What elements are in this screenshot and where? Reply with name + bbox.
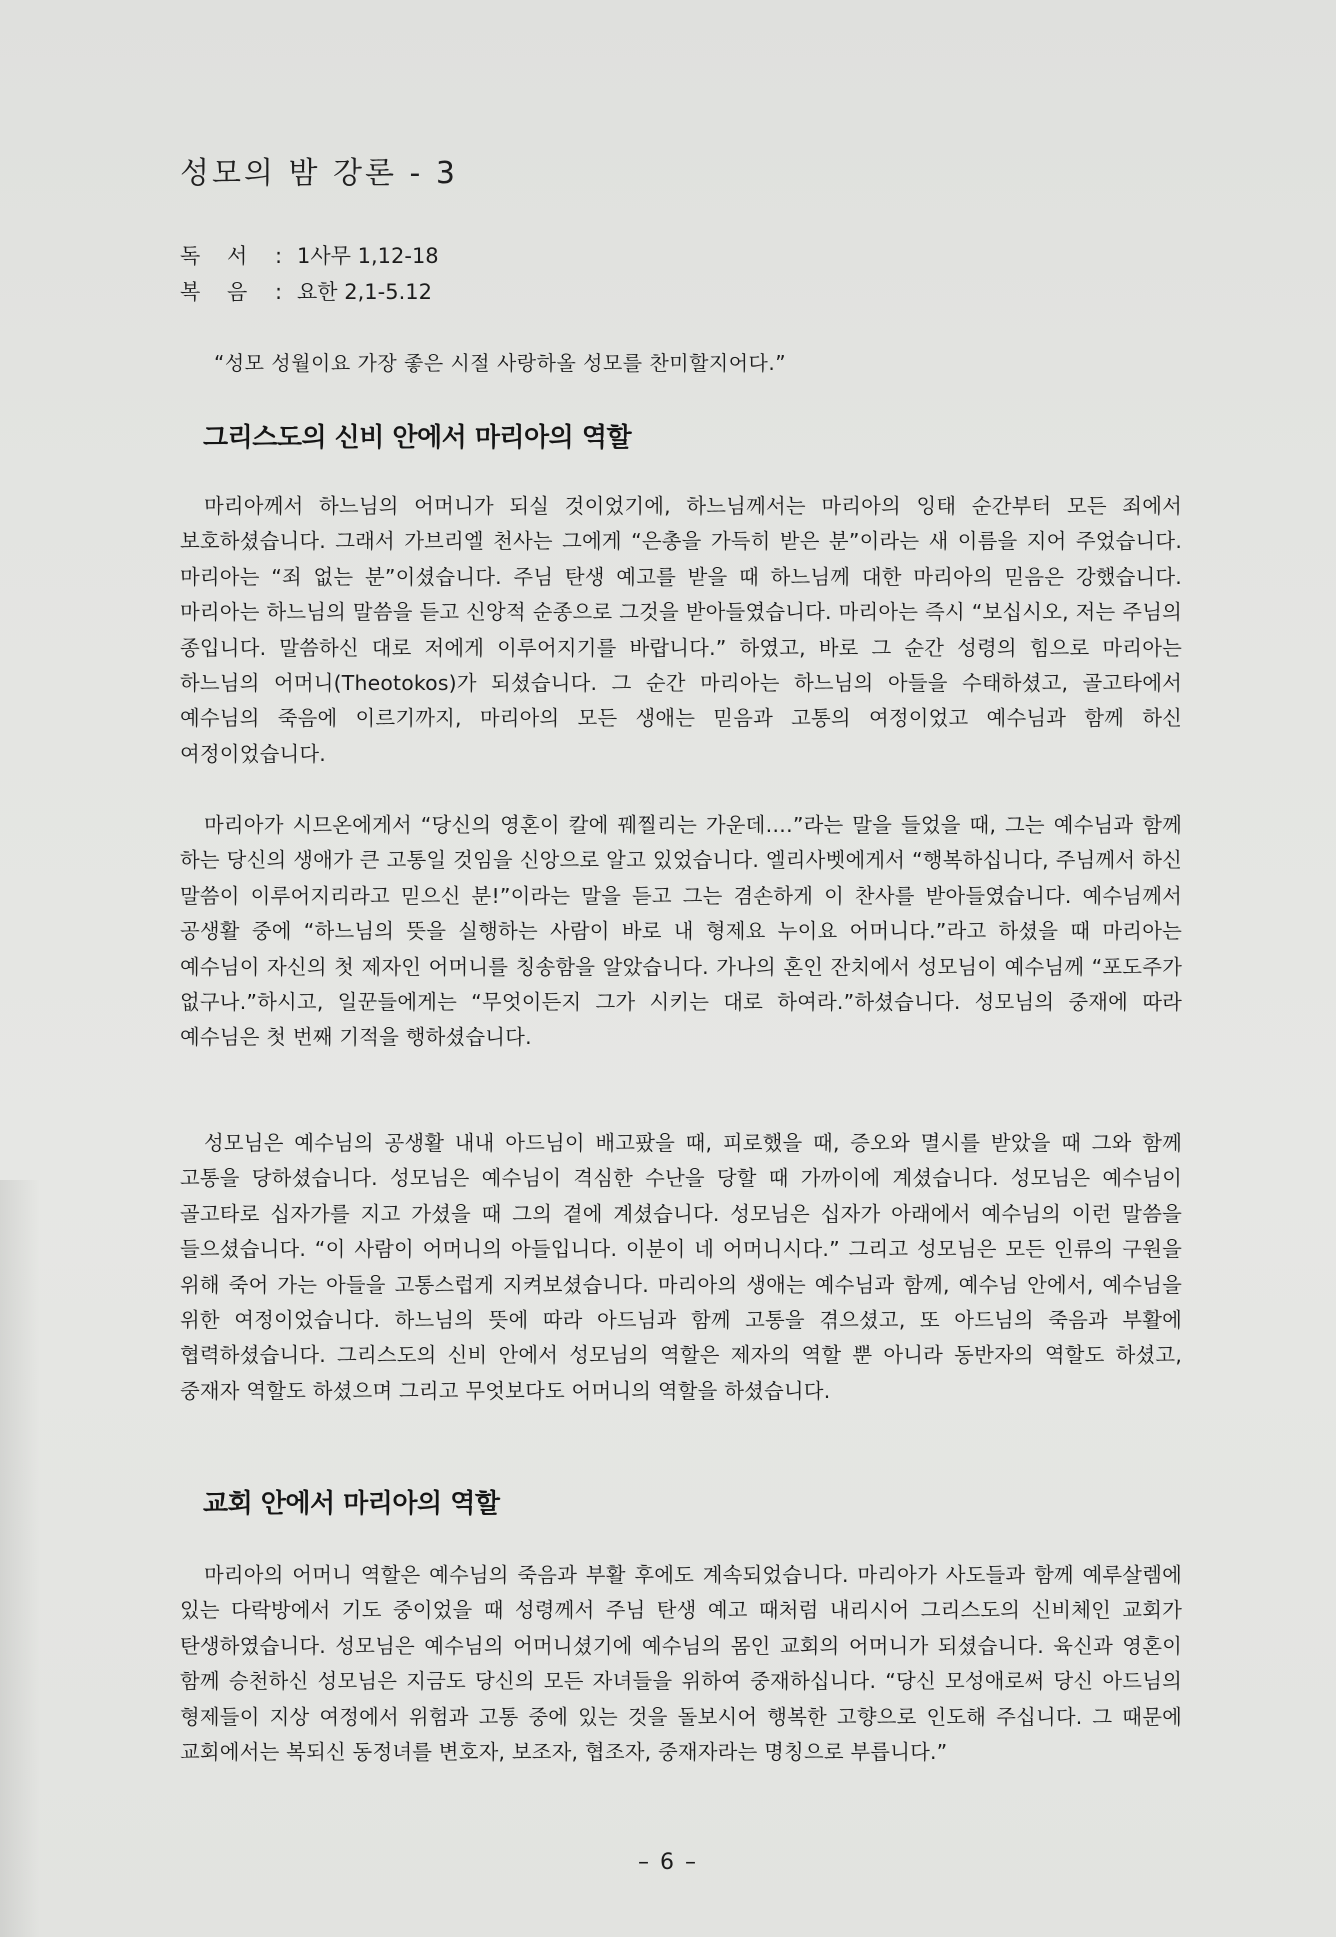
section-heading: 그리스도의 신비 안에서 마리아의 역할 [203,423,632,453]
reading-value: 1사무 1,12-18 [297,244,439,268]
section-heading: 교회 안에서 마리아의 역할 [203,1489,500,1519]
reading-value: 요한 2,1-5.12 [297,280,432,304]
page-title: 성모의 밤 강론 - 3 [180,156,458,191]
reading-label: 독 서 [180,244,248,268]
opening-quote: “성모 성월이요 가장 좋은 시절 사랑하올 성모를 찬미할지어다.” [214,351,787,375]
page-number: – 6 – [638,1850,698,1875]
readings-block [180,238,439,310]
reading-first [180,238,439,274]
page-shadow [0,1180,40,1937]
reading-label: 복 음 [180,280,248,304]
reading-separator: : [275,244,283,268]
reading-gospel [180,274,439,310]
paragraph: 마리아가 시므온에게서 “당신의 영혼이 칼에 꿰찔리는 가운데….”라는 말을 들었을 때, 그는 예수님과 함께 하는 당신의 생애가 큰 고통일 것임을 신앙으로 알고 있었습니다. 엘리사벳에게서 “행복하십니다, 주님께서 하신 말씀이 이루어지리라고 믿으신 분!”이라는 말을 듣고 그는 겸손하게 이 찬사를 받아들였습니다. 예수님께서 공생활 중에 “하느님의 뜻을 실행하는 사람이 바로 내 형제요 누이요 어머니다.”라고 하셨을 때 마리아는 예수님이 자신의 첫 제자인 어머니를 칭송함을 알았습니다. 가나의 혼인 잔치에서 성모님이 예수님께 “포도주가 없구나.”하시고, 일꾼들에게는 “무엇이든지 그가 시키는 대로 하여라.”하셨습니다. 성모님의 중재에 따라 예수님은 첫 번째 기적을 행하셨습니다. [180,813,1182,1050]
reading-separator: : [275,280,283,304]
paragraph: 마리아의 어머니 역할은 예수님의 죽음과 부활 후에도 계속되었습니다. 마리아가 사도들과 함께 예루살렘에 있는 다락방에서 기도 중이었을 때 성령께서 주님 탄생 예고 때처럼 내리시어 그리스도의 신비체인 교회가 탄생하였습니다. 성모님은 예수님의 어머니셨기에 예수님의 몸인 교회의 어머니가 되셨습니다. 육신과 영혼이 함께 승천하신 성모님은 지금도 당신의 모든 자녀들을 위하여 중재하십니다. “당신 모성애로써 당신 아드님의 형제들이 지상 여정에서 위험과 고통 중에 있는 것을 돌보시어 행복한 고향으로 인도해 주십니다. 그 때문에 교회에서는 복되신 동정녀를 변호자, 보조자, 협조자, 중재자라는 명칭으로 부릅니다.” [180,1563,1182,1765]
paragraph: 성모님은 예수님의 공생활 내내 아드님이 배고팠을 때, 피로했을 때, 증오와 멸시를 받았을 때 그와 함께 고통을 당하셨습니다. 성모님은 예수님이 격심한 수난을 당할 때 가까이에 계셨습니다. 성모님은 예수님이 골고타로 십자가를 지고 가셨을 때 그의 곁에 계셨습니다. 성모님은 십자가 아래에서 예수님의 이런 말씀을 들으셨습니다. “이 사람이 어머니의 아들입니다. 이분이 네 어머니시다.” 그리고 성모님은 모든 인류의 구원을 위해 죽어 가는 아들을 고통스럽게 지켜보셨습니다. 마리아의 생애는 예수님과 함께, 예수님 안에서, 예수님을 위한 여정이었습니다. 하느님의 뜻에 따라 아드님과 함께 고통을 겪으셨고, 또 아드님의 죽음과 부활에 협력하셨습니다. 그리스도의 신비 안에서 성모님의 역할은 제자의 역할 뿐 아니라 동반자의 역할도 하셨고, 중재자 역할도 하셨으며 그리고 무엇보다도 어머니의 역할을 하셨습니다. [180,1131,1182,1403]
paragraph: 마리아께서 하느님의 어머니가 되실 것이었기에, 하느님께서는 마리아의 잉태 순간부터 모든 죄에서 보호하셨습니다. 그래서 가브리엘 천사는 그에게 “은총을 가득히 받은 분”이라는 새 이름을 지어 주었습니다. 마리아는 “죄 없는 분”이셨습니다. 주님 탄생 예고를 받을 때 하느님께 대한 마리아의 믿음은 강했습니다. 마리아는 하느님의 말씀을 듣고 신앙적 순종으로 그것을 받아들였습니다. 마리아는 즉시 “보십시오, 저는 주님의 종입니다. 말씀하신 대로 저에게 이루어지기를 바랍니다.” 하였고, 바로 그 순간 성령의 힘으로 마리아는 하느님의 어머니(Theotokos)가 되셨습니다. 그 순간 마리아는 하느님의 아들을 수태하셨고, 골고타에서 예수님의 죽음에 이르기까지, 마리아의 모든 생애는 믿음과 고통의 여정이었고 예수님과 함께 하신 여정이었습니다. [180,494,1182,766]
